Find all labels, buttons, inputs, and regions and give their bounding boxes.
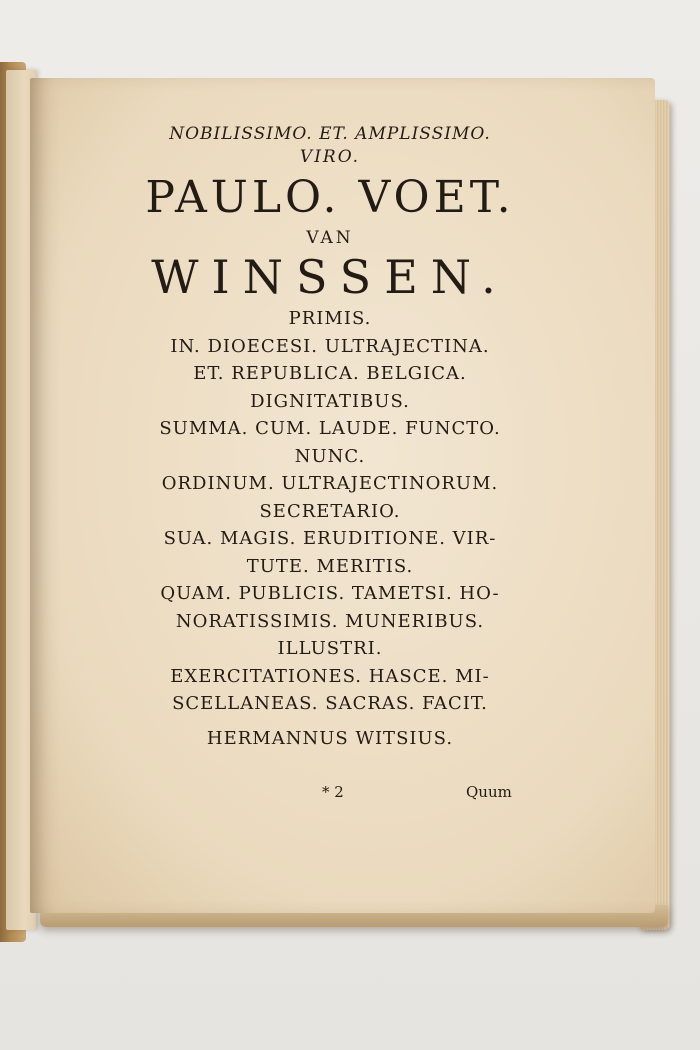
catchword: Quum — [466, 783, 512, 801]
book-page — [30, 78, 655, 913]
body-line: NORATISSIMIS. MUNERIBUS. — [175, 610, 485, 632]
body-line: NUNC. — [294, 445, 366, 467]
dedication-text — [70, 123, 590, 754]
body-line: ET. REPUBLICA. BELGICA. — [193, 363, 467, 384]
dedication-line: NOBILISSIMO. ET. AMPLISSIMO. — [169, 124, 491, 144]
body-line: SCELLANEAS. SACRAS. FACIT. — [172, 693, 488, 714]
body-line: IN. DIOECESI. ULTRAJECTINA. — [170, 335, 490, 357]
van-line: VAN — [306, 228, 354, 248]
surname-line: WINSSEN. — [151, 250, 509, 304]
name-line: PAULO. VOET. — [145, 172, 515, 223]
body-line: SUA. MAGIS. ERUDITIONE. VIR- — [163, 528, 497, 549]
body-line: ORDINUM. ULTRAJECTINORUM. — [161, 473, 499, 494]
body-line: SUMMA. CUM. LAUDE. FUNCTO. — [159, 418, 501, 439]
signature-mark: * 2 — [322, 783, 344, 801]
body-line: DIGNITATIBUS. — [250, 390, 410, 412]
body-line: TUTE. MERITIS. — [246, 555, 414, 577]
body-line: SECRETARIO. — [259, 500, 401, 522]
viro-line: VIRO. — [299, 147, 361, 167]
body-line: PRIMIS. — [288, 308, 372, 329]
body-line: ILLUSTRI. — [277, 638, 383, 659]
body-line: QUAM. PUBLICIS. TAMETSI. HO- — [160, 583, 500, 604]
body-line: EXERCITATIONES. HASCE. MI- — [170, 665, 490, 687]
signature-line: HERMANNUS WITSIUS. — [206, 727, 454, 749]
